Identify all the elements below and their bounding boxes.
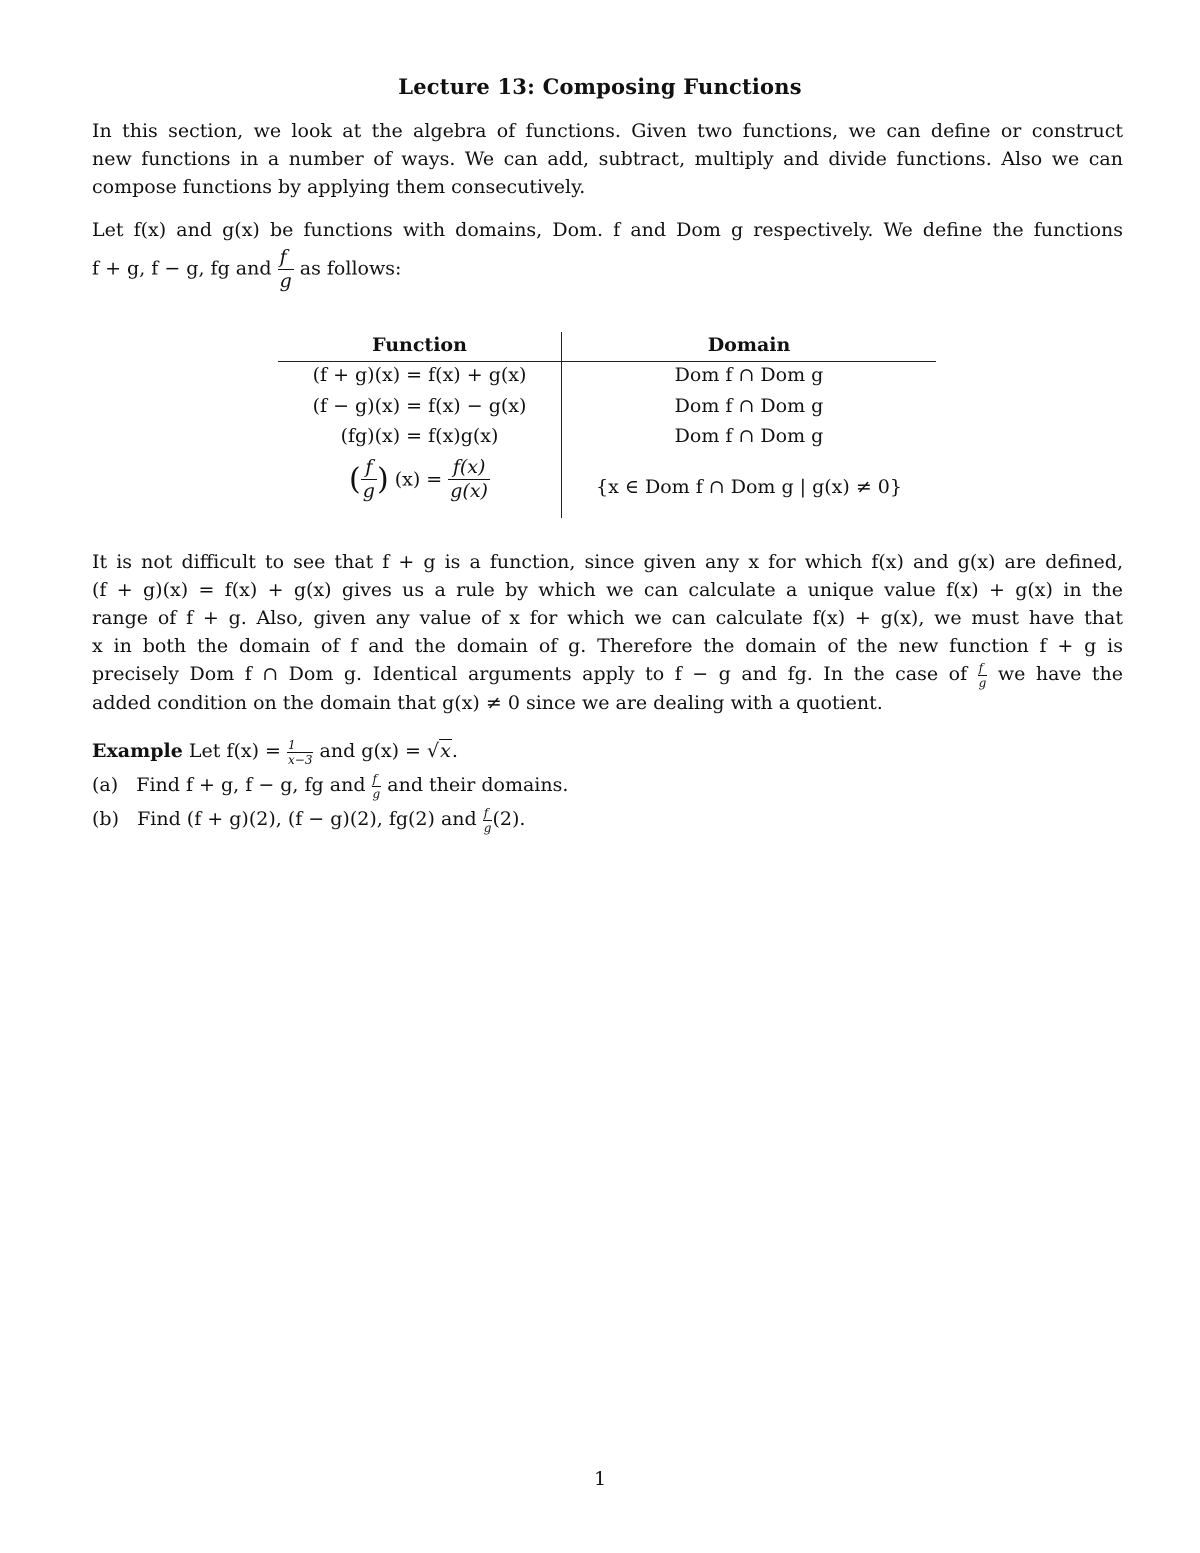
- square-root: √x: [427, 740, 451, 762]
- example-part-a: [92, 768, 1123, 802]
- fraction-denominator: g: [978, 675, 987, 690]
- fraction-numerator: f: [361, 458, 377, 480]
- fraction-numerator: f: [278, 248, 294, 270]
- sqrt-radicand: x: [440, 740, 451, 762]
- part-a-tail: and their domains.: [387, 774, 569, 796]
- example-lead: Let f(x) =: [188, 740, 281, 762]
- intro-paragraph: [92, 117, 1123, 201]
- fraction-numerator: f: [483, 807, 493, 821]
- page-title: Lecture 13: Composing Functions: [398, 74, 802, 99]
- definition-paragraph: [92, 216, 1123, 291]
- fraction-denominator: g: [372, 786, 381, 801]
- discussion-line-lead: precisely Dom f ∩ Dom g. Identical arguments apply to f − g and fg. In the case of: [92, 663, 968, 685]
- fraction-denominator: x−3: [288, 752, 313, 767]
- definition-line-2: [92, 248, 1123, 291]
- table-row-quotient-function: [278, 458, 561, 501]
- close-paren-glyph: ): [376, 462, 389, 497]
- fraction-numerator: 1: [287, 739, 313, 753]
- table-row-function: (f − g)(x) = f(x) − g(x): [312, 395, 527, 417]
- table-row-function: (f + g)(x) = f(x) + g(x): [312, 364, 527, 386]
- example-part-b: [92, 802, 1123, 836]
- fraction-denominator: g: [483, 820, 492, 835]
- example-block: [92, 734, 1123, 836]
- part-a-lead: (a) Find f + g, f − g, fg and: [92, 774, 366, 796]
- table-row-quotient-domain: {x ∈ Dom f ∩ Dom g | g(x) ≠ 0}: [596, 476, 902, 498]
- f-over-g-fraction: [372, 773, 382, 800]
- quotient-rhs-fraction: [448, 458, 490, 501]
- fraction-numerator: f: [372, 773, 382, 787]
- f-over-g-fraction: [278, 248, 294, 291]
- table-header-function: Function: [372, 334, 467, 356]
- table-header-domain: Domain: [707, 334, 791, 356]
- fraction-numerator: f: [978, 662, 988, 676]
- definition-line: Let f(x) and g(x) be functions with domains, Dom. f and Dom g respectively. We define the functions: [92, 219, 1123, 241]
- intro-line: compose functions by applying them consecutively.: [92, 176, 586, 198]
- fraction-numerator: f(x): [448, 458, 490, 480]
- table-row-domain: Dom f ∩ Dom g: [674, 425, 824, 447]
- part-b-lead: (b) Find (f + g)(2), (f − g)(2), fg(2) and: [92, 808, 477, 830]
- discussion-paragraph: [92, 548, 1123, 717]
- definition-line-lead: f + g, f − g, fg and: [92, 257, 272, 280]
- discussion-line: range of f + g. Also, given any value of x for which we can calculate f(x) + g(x), we must have that: [92, 607, 1123, 629]
- discussion-line: x in both the domain of f and the domain of g. Therefore the domain of the new function f + g is: [92, 635, 1123, 657]
- fraction-denominator: g: [362, 480, 375, 502]
- discussion-line-5: [92, 660, 1123, 689]
- example-mid: and g(x) =: [319, 740, 421, 762]
- f-definition-fraction: [287, 739, 313, 766]
- open-paren-glyph: (: [349, 462, 361, 497]
- table-row-function: (fg)(x) = f(x)g(x): [340, 425, 499, 447]
- table-header-rule: [278, 361, 936, 362]
- example-label: Example: [92, 740, 183, 762]
- table-row-domain: Dom f ∩ Dom g: [674, 364, 824, 386]
- definition-line-tail: as follows:: [299, 257, 402, 280]
- fraction-denominator: g(x): [450, 480, 488, 502]
- discussion-line: added condition on the domain that g(x) ≠ 0 since we are dealing with a quotient.: [92, 691, 883, 714]
- example-statement: [92, 734, 1123, 768]
- discussion-line-tail: we have the: [997, 663, 1124, 685]
- discussion-line: (f + g)(x) = f(x) + g(x) gives us a rule by which we can calculate a unique value f(x) + g(x) in the: [92, 579, 1123, 601]
- intro-line: In this section, we look at the algebra of functions. Given two functions, we can define or construct: [92, 120, 1123, 142]
- quotient-lhs-tail: (x) =: [394, 468, 443, 491]
- discussion-line: It is not difficult to see that f + g is a function, since given any x for which f(x) and g(x) are defined,: [92, 551, 1123, 573]
- f-over-g-fraction: [483, 807, 493, 834]
- fraction-denominator: g: [279, 270, 292, 292]
- page-number: 1: [593, 1468, 607, 1490]
- f-over-g-fraction: [978, 662, 988, 689]
- intro-line: new functions in a number of ways. We can add, subtract, multiply and divide functions. Also we can: [92, 148, 1123, 170]
- part-b-tail: (2).: [492, 808, 526, 830]
- quotient-lhs-fraction: [361, 458, 377, 501]
- example-end: .: [451, 740, 458, 762]
- table-row-domain: Dom f ∩ Dom g: [674, 395, 824, 417]
